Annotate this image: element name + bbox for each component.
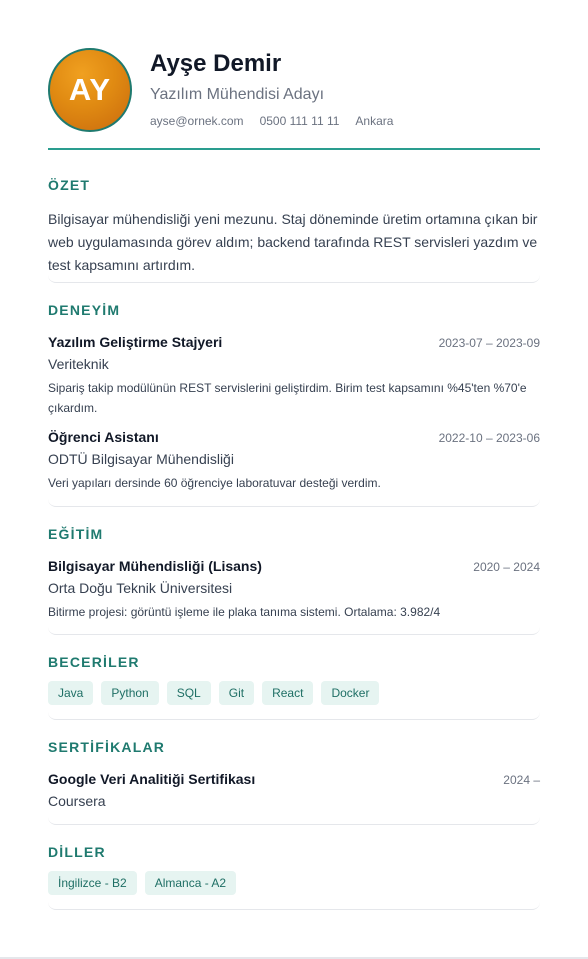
- skill-tag: SQL: [167, 681, 211, 705]
- education-desc: Bitirme projesi: görüntü işleme ile plaka tanıma sistemi. Ortalama: 3.982/4: [48, 605, 441, 619]
- skill-tag: Docker: [321, 681, 379, 705]
- experience-item: [48, 333, 540, 418]
- skill-tag: React: [262, 681, 313, 705]
- skill-tag: Git: [219, 681, 254, 705]
- experience-heading: DENEYİM: [48, 302, 121, 318]
- summary-heading: ÖZET: [48, 177, 91, 193]
- experience-item-head: [48, 333, 540, 352]
- education-degree: Bilgisayar Mühendisliği (Lisans): [48, 558, 262, 574]
- summary-text: Bilgisayar mühendisliği yeni mezunu. Staj döneminde üretim ortamına çıkan bir web uygulamasında görev aldım; backend tarafında REST servisleri yazdım ve test kapsamını artırdım.: [48, 211, 538, 273]
- certificate-item: [48, 770, 540, 811]
- language-tag: İngilizce - B2: [48, 871, 137, 895]
- experience-desc: Veri yapıları dersinde 60 öğrenciye laboratuvar desteği verdim.: [48, 476, 381, 490]
- education-item: [48, 557, 540, 622]
- experience-item: [48, 428, 540, 493]
- skill-tag: Python: [101, 681, 158, 705]
- certificate-item-head: [48, 770, 540, 789]
- certificates-heading: SERTİFİKALAR: [48, 739, 166, 755]
- experience-date: 2022-10 – 2023-06: [438, 431, 540, 445]
- experience-date: 2023-07 – 2023-09: [438, 336, 540, 350]
- experience-desc: Sipariş takip modülünün REST servislerini geliştirdim. Birim test kapsamını %45'ten %70'e çıkardım.: [48, 381, 527, 415]
- education-item-head: [48, 557, 540, 576]
- experience-org: ODTÜ Bilgisayar Mühendisliği: [48, 451, 234, 467]
- experience-item-head: [48, 428, 540, 447]
- contact-phone[interactable]: 0500 111 11 11: [259, 114, 340, 128]
- resume: [48, 48, 540, 890]
- certificate-issuer: Coursera: [48, 793, 106, 809]
- certificate-name: Google Veri Analitiği Sertifikası: [48, 771, 256, 787]
- education-section: [48, 525, 540, 635]
- resume-header: [48, 48, 540, 150]
- languages-section: [48, 843, 540, 910]
- header-text: [150, 48, 393, 129]
- experience-org: Veriteknik: [48, 356, 109, 372]
- language-tag: Almanca - A2: [145, 871, 236, 895]
- summary-section: [48, 168, 540, 283]
- contact-info: [150, 113, 393, 129]
- experience-section: [48, 301, 540, 507]
- avatar: [48, 48, 132, 132]
- education-date: 2020 – 2024: [473, 560, 540, 574]
- skills-heading: BECERİLER: [48, 654, 140, 670]
- certificates-section: [48, 738, 540, 825]
- candidate-name: Ayşe Demir: [150, 50, 282, 77]
- experience-role: Öğrenci Asistanı: [48, 429, 159, 445]
- avatar-initials: AY: [68, 72, 112, 107]
- contact-city: Ankara: [355, 114, 394, 128]
- languages-tags: [48, 871, 540, 895]
- skill-tag: Java: [48, 681, 93, 705]
- candidate-title: Yazılım Mühendisi Adayı: [150, 86, 325, 103]
- education-school: Orta Doğu Teknik Üniversitesi: [48, 580, 233, 596]
- education-heading: EĞİTİM: [48, 526, 104, 542]
- languages-heading: DİLLER: [48, 844, 106, 860]
- skills-tags: [48, 681, 540, 705]
- contact-email[interactable]: ayse@ornek.com: [150, 114, 244, 128]
- certificate-date: 2024 –: [503, 773, 540, 787]
- experience-role: Yazılım Geliştirme Stajyeri: [48, 334, 223, 350]
- skills-section: [48, 653, 540, 720]
